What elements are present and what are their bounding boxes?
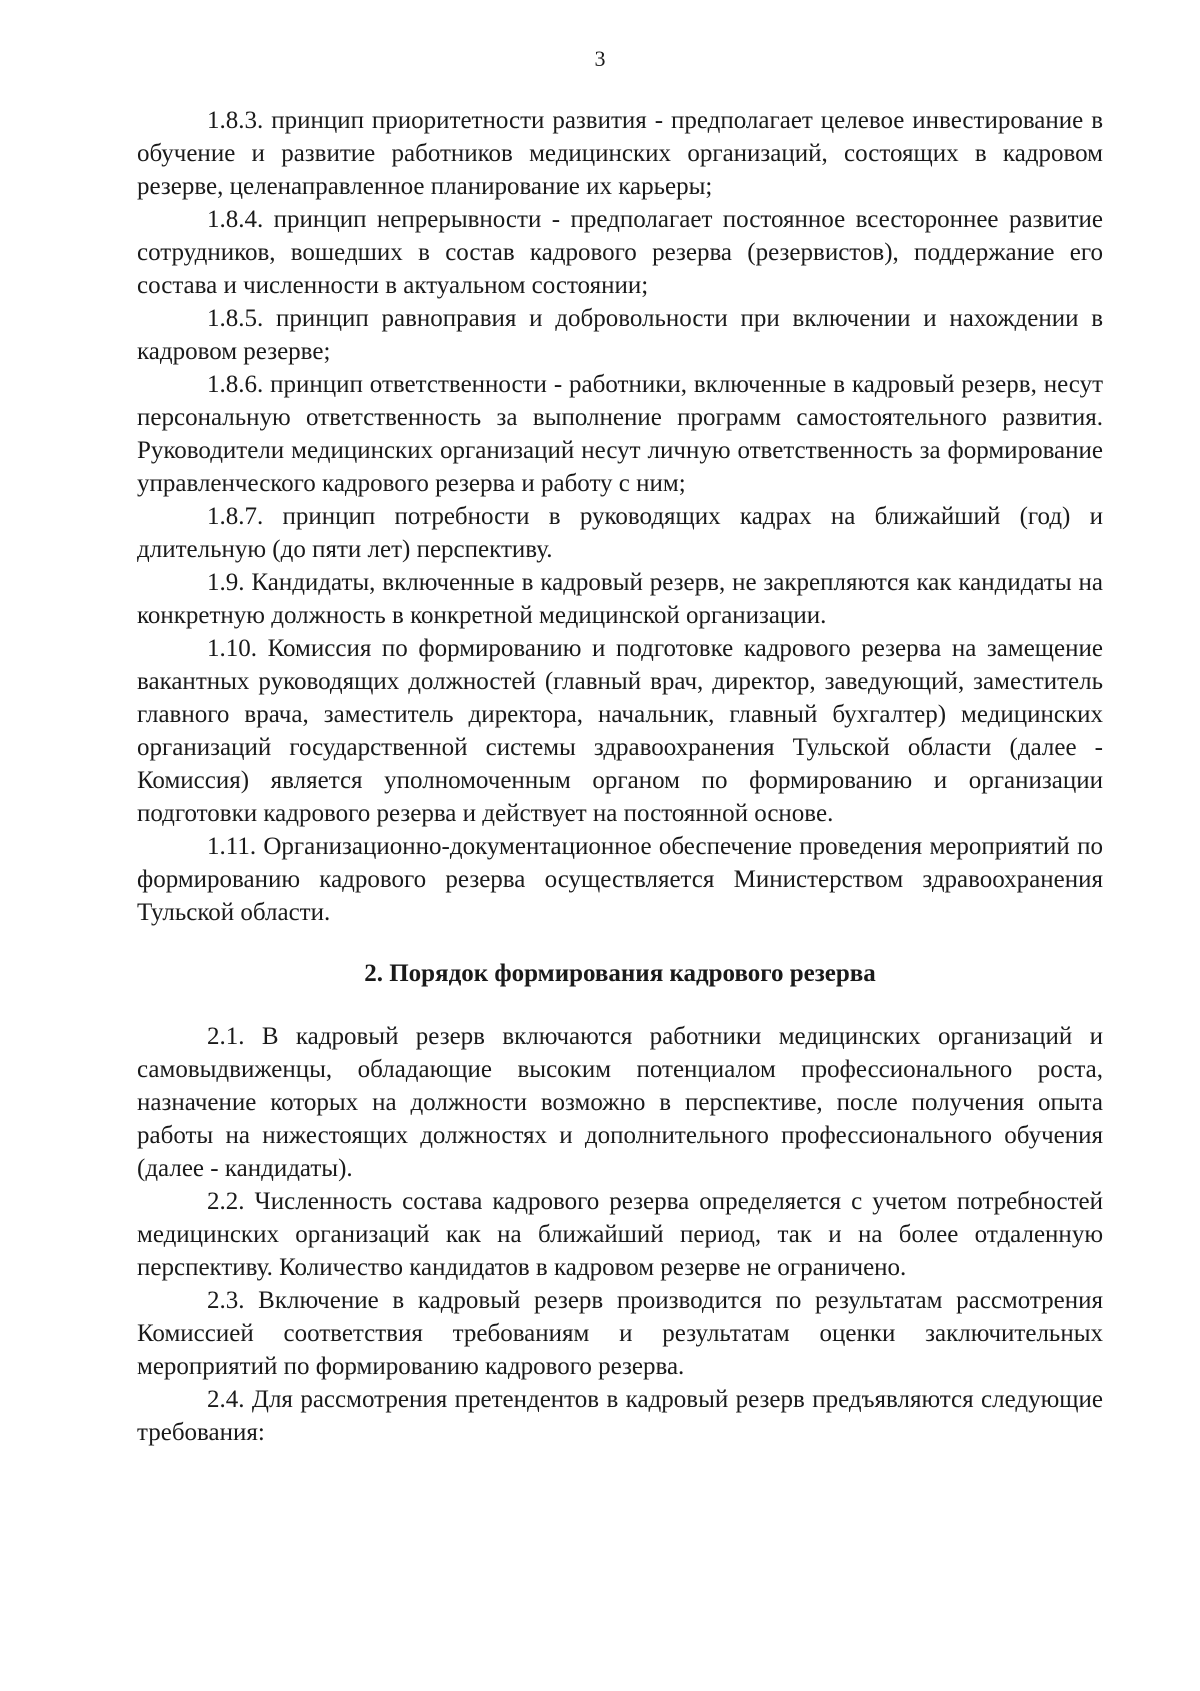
section-title: 2. Порядок формирования кадрового резерва [364,960,876,987]
paragraph-2-4: 2.4. Для рассмотрения претендентов в кадровый резерв предъявляются следующие требования: [137,1386,1103,1446]
page-number: 3 [594,46,606,71]
paragraph-1-9: 1.9. Кандидаты, включенные в кадровый резерв, не закрепляются как кандидаты на конкретную должность в конкретной медицинской организации. [137,569,1103,629]
document-body [137,104,1103,1449]
paragraph-1-10: 1.10. Комиссия по формированию и подготовке кадрового резерва на замещение вакантных руководящих должностей (главный врач, директор, заведующий, заместитель главного врача, заместитель директора, начальник, главный бухгалтер) медицинских организаций государственной системы здравоохранения Тульской области (далее - Комиссия) является уполномоченным органом по формированию и организации подготовки кадрового резерва и действует на постоянной основе. [137,635,1103,827]
paragraph-2-3: 2.3. Включение в кадровый резерв производится по результатам рассмотрения Комиссией соответствия требованиям и результатам оценки заключительных мероприятий по формированию кадрового резерва. [137,1287,1103,1380]
paragraph-2-2: 2.2. Численность состава кадрового резерва определяется с учетом потребностей медицинских организаций как на ближайший период, так и на более отдаленную перспективу. Количество кандидатов в кадровом резерве не ограничено. [137,1188,1103,1281]
paragraph-1-8-7: 1.8.7. принцип потребности в руководящих кадрах на ближайший (год) и длительную (до пяти лет) перспективу. [137,503,1103,563]
paragraph-1-8-6: 1.8.6. принцип ответственности - работники, включенные в кадровый резерв, несут персональную ответственность за выполнение программ самостоятельного развития. Руководители медицинских организаций несут личную ответственность за формирование управленческого кадрового резерва и работу с ним; [137,371,1103,497]
paragraph-1-11: 1.11. Организационно-документационное обеспечение проведения мероприятий по формированию кадрового резерва осуществляется Министерством здравоохранения Тульской области. [137,833,1103,926]
paragraph-1-8-4: 1.8.4. принцип непрерывности - предполагает постоянное всестороннее развитие сотрудников, вошедших в состав кадрового резерва (резервистов), поддержание его состава и численности в актуальном состоянии; [137,206,1103,299]
paragraph-1-8-5: 1.8.5. принцип равноправия и добровольности при включении и нахождении в кадровом резерве; [137,305,1103,365]
paragraph-1-8-3: 1.8.3. принцип приоритетности развития - предполагает целевое инвестирование в обучение и развитие работников медицинских организаций, состоящих в кадровом резерве, целенаправленное планирование их карьеры; [137,107,1103,200]
paragraph-2-1: 2.1. В кадровый резерв включаются работники медицинских организаций и самовыдвиженцы, обладающие высоким потенциалом профессионального роста, назначение которых на должности возможно в перспективе, после получения опыта работы на нижестоящих должностях и дополнительного профессионального обучения (далее - кандидаты). [137,1023,1103,1182]
